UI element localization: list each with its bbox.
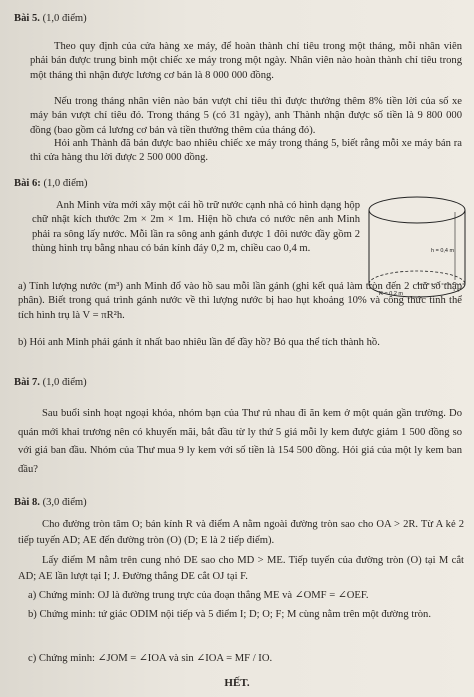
bai6-heading <box>14 177 454 191</box>
bai8-question-a: a) Chứng minh: OJ là đường trung trực của đoạn thẳng ME và ∠OMF = ∠OEF. <box>28 590 369 601</box>
bai6-question-a: a) Tính lượng nước (m³) anh Minh đổ vào hồ sau mỗi lần gánh (ghi kết quả làm tròn đến 2 chữ số thập phân). Biết trong quá trình gánh nước về thì lượng nước bị hao hụt khoảng 10% và công thức tính thể tích hình trụ là V = πR²h. <box>18 281 462 321</box>
bai6-paragraph-1: Anh Minh vừa mới xây một cái hồ trữ nước cạnh nhà có hình dạng hộp chữ nhật kích thước 2m × 2m × 1m. Hiện hồ chưa có nước nên anh Minh phải ra sông lấy nước. Mỗi lần ra sông anh gánh được 1 đôi nước đầy gồm 2 thùng hình trụ bằng nhau có bán kính đáy 0,2 m, chiều cao 0,4 m. <box>32 200 360 255</box>
bai8-paragraph-2: Lấy điểm M nằm trên cung nhỏ DE sao cho MD > ME. Tiếp tuyến của đường tròn (O) tại M cắt AD; AE lần lượt tại I; J. Đường thẳng DE cắt OJ tại F. <box>18 555 464 583</box>
bai7-heading <box>14 376 454 390</box>
bai6-question-b: b) Hỏi anh Minh phải gánh ít nhất bao nhiêu lần để đầy hồ? Bỏ qua thể tích thành hồ. <box>18 337 380 348</box>
bai8-question-c: c) Chứng minh: ∠JOM = ∠IOA và sin ∠IOA = MF / IO. <box>28 653 273 664</box>
bai8-question-b: b) Chứng minh: tứ giác ODIM nội tiếp và 5 điểm I; D; O; F; M cùng nằm trên một đường tròn. <box>28 609 431 620</box>
bai6-title: Bài 6: <box>14 178 41 189</box>
bai5-points: (1,0 điểm) <box>42 13 87 24</box>
bai6-points: (1,0 điểm) <box>43 178 88 189</box>
cylinder-height-label: h = 0,4 m <box>431 248 455 254</box>
bai7-paragraph-1: Sau buổi sinh hoạt ngoại khóa, nhóm bạn của Thư rủ nhau đi ăn kem ở một quán gần trường. Do quán mới khai trương nên có khuyến mãi, bắt đầu từ ly thứ 5 giá mỗi ly kem được giảm 1 500 đồng so với giá ban đầu. Nhóm của Thư mua 9 ly kem với số tiền là 154 500 đồng. Hỏi giá của một ly kem ban đầu? <box>18 408 462 475</box>
bai5-heading <box>14 12 454 26</box>
bai8-title: Bài 8. <box>14 497 40 508</box>
end-marker: HẾT. <box>224 677 250 689</box>
bai5-title: Bài 5. <box>14 13 40 24</box>
bai8-heading <box>14 496 454 510</box>
bai8-points: (3,0 điểm) <box>42 497 87 508</box>
bai5-paragraph-2: Nếu trong tháng nhân viên nào bán vượt chỉ tiêu thì được thưởng thêm 8% tiền lời của số xe máy bán vượt chỉ tiêu đó. Trong tháng 5 (có 31 ngày), anh Thành nhận được số tiền là 9 800 000 đồng (bao gồm cả lương cơ bản và tiền thưởng thêm của tháng đó). <box>30 96 462 136</box>
bai5-paragraph-3: Hỏi anh Thành đã bán được bao nhiêu chiếc xe máy trong tháng 5, biết rằng mỗi xe máy bán ra thì cửa hàng thu lời được 2 500 000 đồng. <box>30 138 462 164</box>
bai8-paragraph-1: Cho đường tròn tâm O; bán kính R và điểm A nằm ngoài đường tròn sao cho OA > 2R. Từ A kẻ 2 tiếp tuyến AD; AE đến đường tròn (O) (D; E là 2 tiếp điểm). <box>18 519 464 547</box>
cylinder-radius-label: R = 0,2 m <box>379 291 403 297</box>
bai5-paragraph-1: Theo quy định của cửa hàng xe máy, để hoàn thành chỉ tiêu trong một tháng, mỗi nhân viên phải bán được trung bình một chiếc xe máy trong một ngày. Nhân viên nào hoàn thành chỉ tiêu trong một tháng thì nhận được lương cơ bản là 8 000 000 đồng. <box>30 41 462 81</box>
bai7-title: Bài 7. <box>14 377 40 388</box>
bai7-points: (1,0 điểm) <box>42 377 87 388</box>
